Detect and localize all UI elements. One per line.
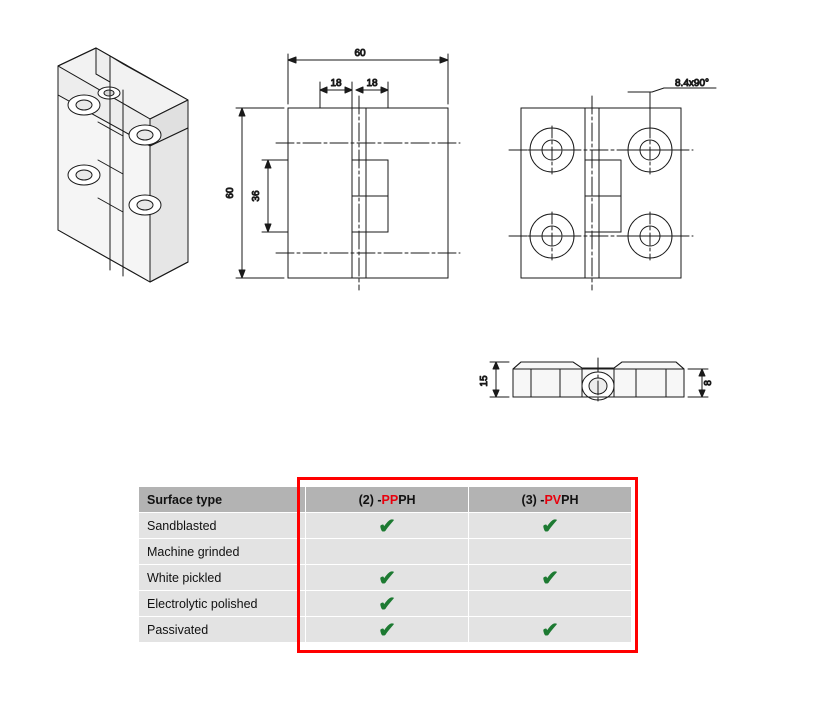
check-icon: ✔	[378, 593, 396, 616]
hole-pattern-view	[509, 88, 716, 290]
dim-hole-callout: 8.4x90°	[674, 78, 710, 89]
header-variant-pvph	[469, 487, 632, 513]
check-icon: ✔	[378, 515, 396, 538]
cell-sandblasted-pvph	[469, 513, 632, 539]
isometric-hinge-view	[58, 48, 188, 282]
cell-passivated-pvph	[469, 617, 632, 643]
check-icon: ✔	[378, 619, 396, 642]
table-row	[139, 617, 632, 643]
dim-inner-right: 18	[366, 78, 378, 89]
check-icon: ✔	[541, 567, 559, 590]
dim-bottom-left: 15	[479, 375, 490, 387]
dim-inner-height: 36	[251, 190, 262, 202]
bottom-profile-view	[490, 358, 708, 404]
cell-machine-grinded-ppph	[306, 539, 469, 565]
header-variant-ppph-suffix: PH	[398, 492, 416, 507]
header-variant-ppph	[306, 487, 469, 513]
dim-front-height: 60	[225, 187, 236, 199]
check-icon: ✔	[541, 619, 559, 642]
cell-passivated-ppph	[306, 617, 469, 643]
header-variant-pvph-prefix: (3) -	[521, 492, 545, 507]
cell-sandblasted-ppph	[306, 513, 469, 539]
table-row	[139, 539, 632, 565]
front-view	[276, 96, 460, 290]
header-variant-ppph-prefix: (2) -	[358, 492, 382, 507]
header-variant-ppph-accent: PP	[381, 492, 399, 507]
header-surface-type: Surface type	[139, 487, 306, 513]
row-label-sandblasted: Sandblasted	[139, 513, 306, 539]
row-label-white-pickled: White pickled	[139, 565, 306, 591]
row-label-machine-grinded: Machine grinded	[139, 539, 306, 565]
dim-bottom-right: 8	[703, 380, 714, 386]
table-row	[139, 591, 632, 617]
cell-electrolytic-polished-pvph	[469, 591, 632, 617]
table-row	[139, 565, 632, 591]
dim-front-width: 60	[354, 48, 366, 59]
row-label-electrolytic-polished: Electrolytic polished	[139, 591, 306, 617]
check-icon: ✔	[378, 567, 396, 590]
header-variant-pvph-suffix: PH	[561, 492, 579, 507]
cell-electrolytic-polished-ppph	[306, 591, 469, 617]
row-label-passivated: Passivated	[139, 617, 306, 643]
surface-type-table	[138, 486, 632, 643]
dim-inner-left: 18	[330, 78, 342, 89]
table-header-row	[139, 487, 632, 513]
cell-white-pickled-ppph	[306, 565, 469, 591]
table-row	[139, 513, 632, 539]
cell-machine-grinded-pvph	[469, 539, 632, 565]
check-icon: ✔	[541, 515, 559, 538]
cell-white-pickled-pvph	[469, 565, 632, 591]
header-variant-pvph-accent: PV	[544, 492, 562, 507]
